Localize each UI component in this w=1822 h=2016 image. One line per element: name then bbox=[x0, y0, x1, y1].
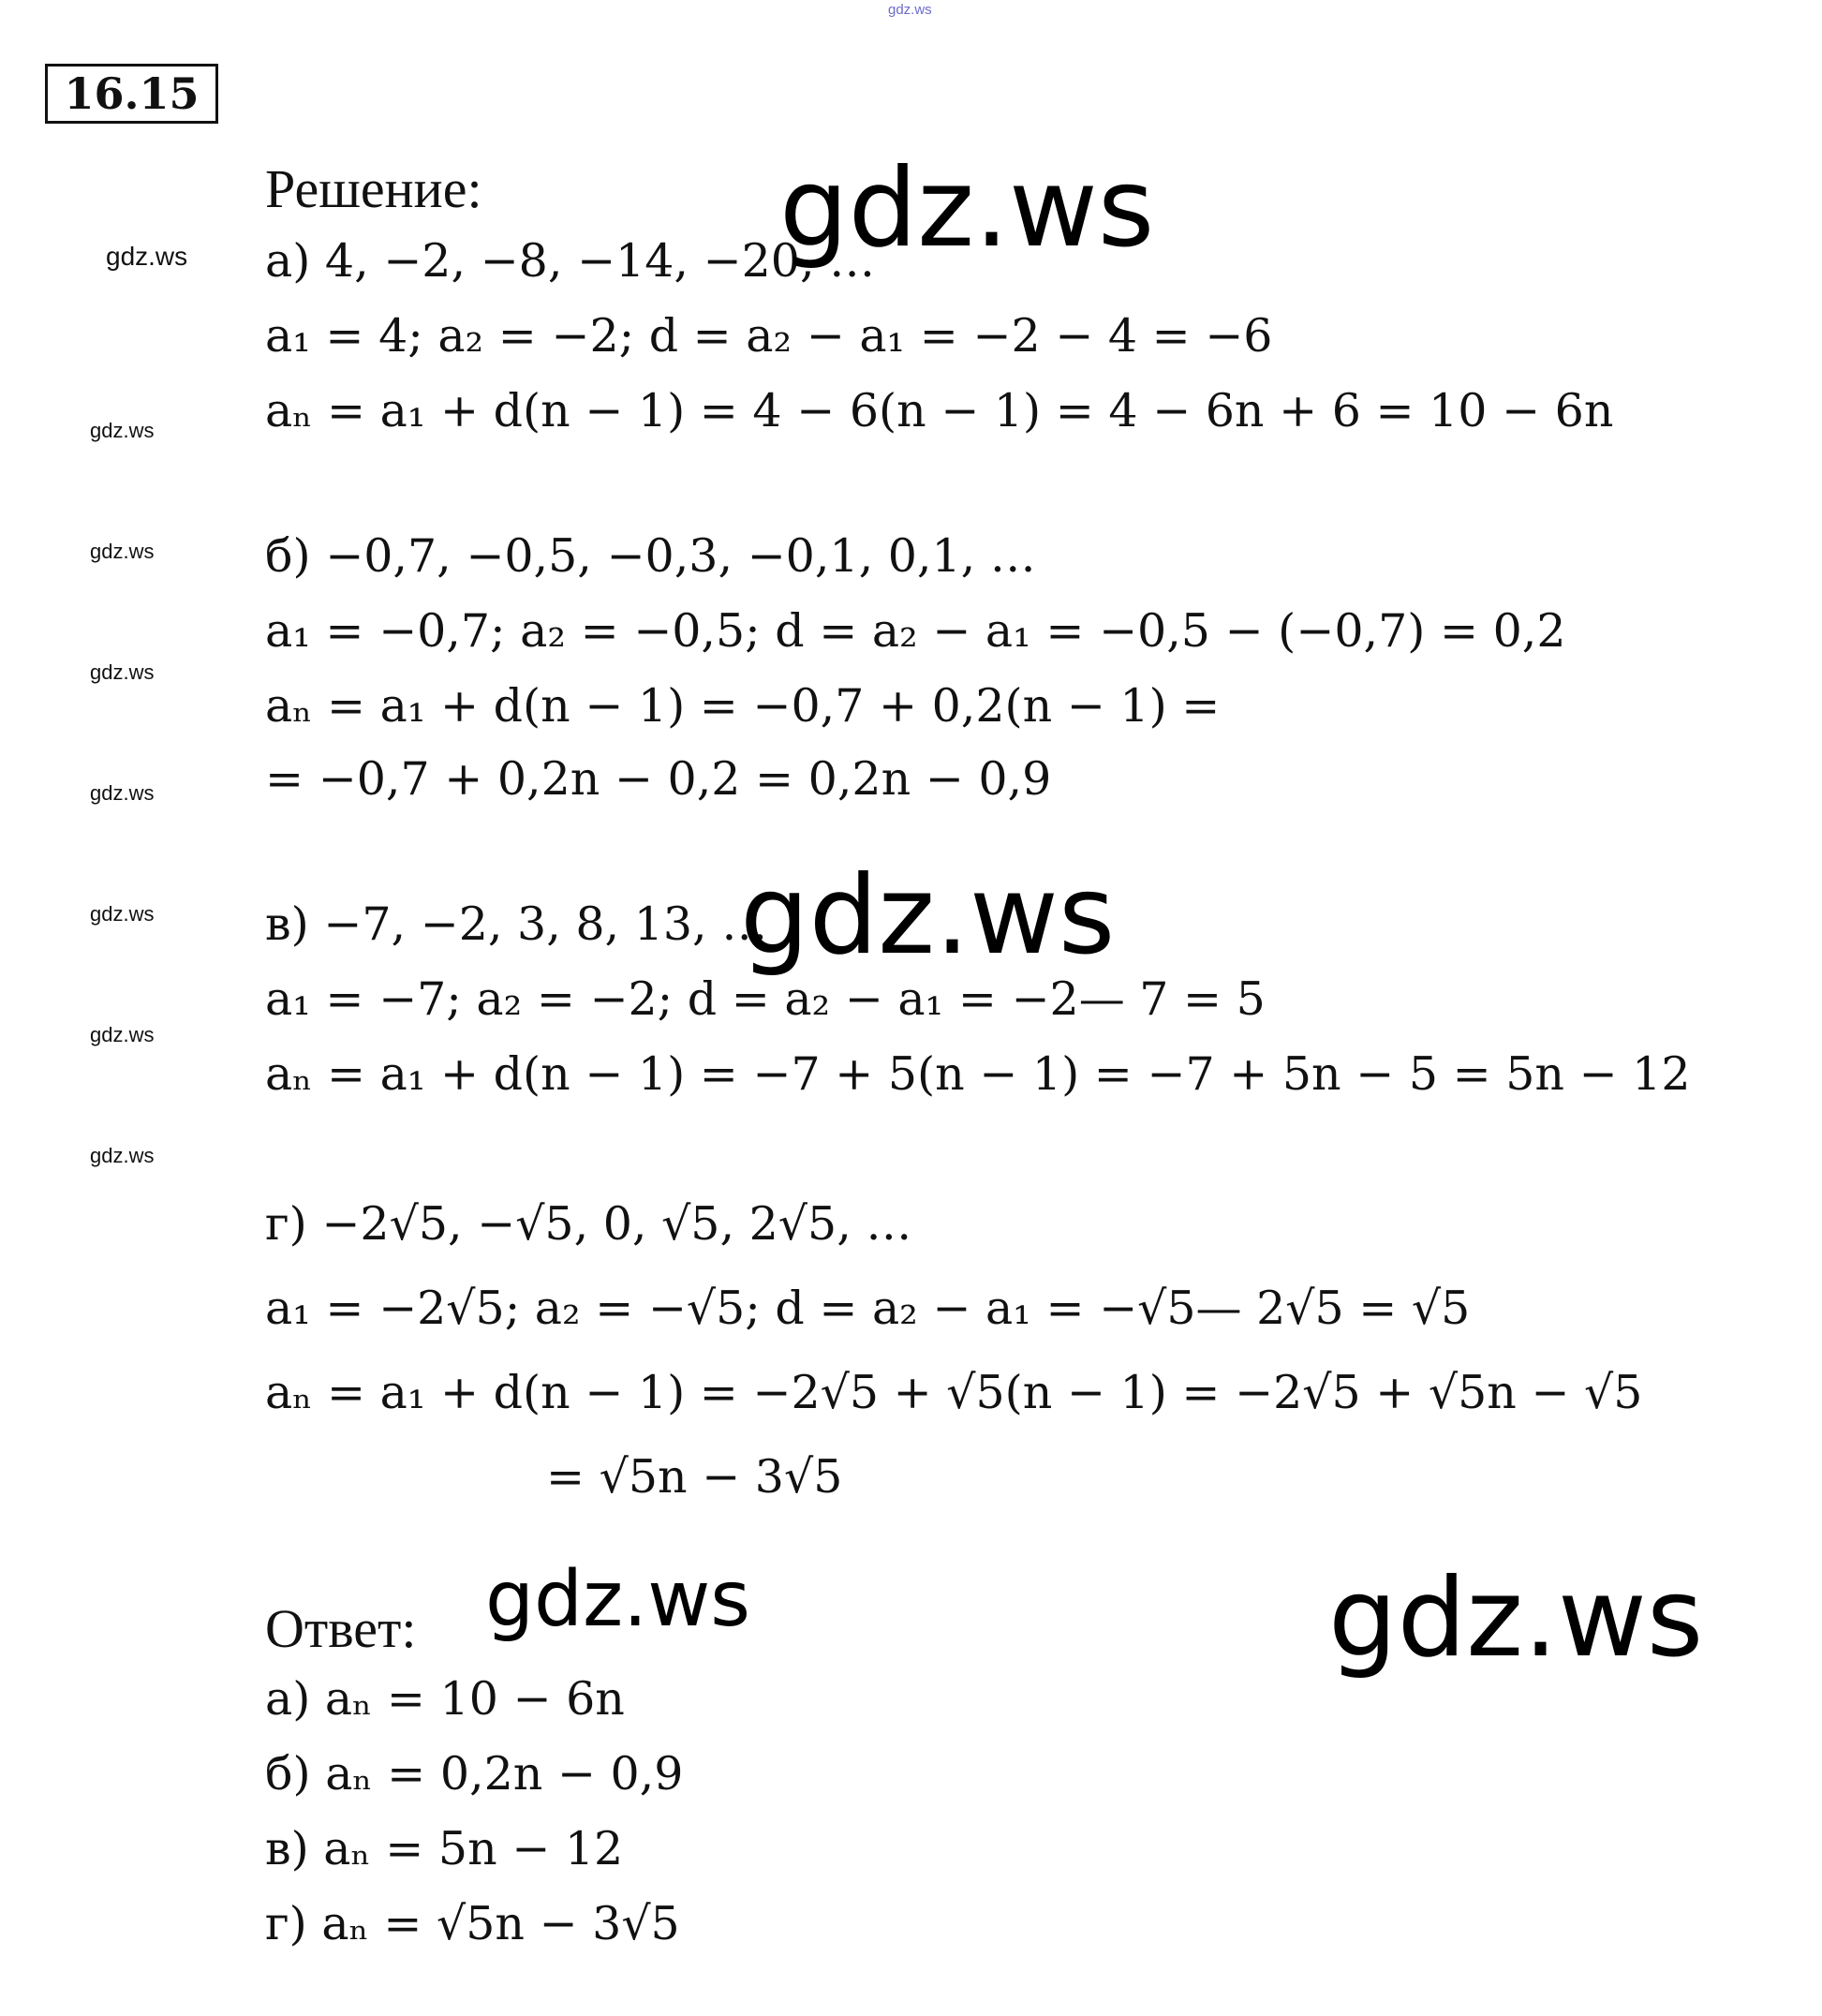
watermark-large: gdz.ws bbox=[779, 145, 1155, 272]
part-b-line-2: aₙ = a₁ + d(n − 1) = −0,7 + 0,2(n − 1) = bbox=[265, 679, 1221, 733]
watermark-small: gdz.ws bbox=[90, 540, 155, 563]
header-watermark: gdz.ws bbox=[888, 2, 932, 18]
watermark-medium: gdz.ws bbox=[485, 1555, 750, 1644]
part-g-sequence: г) −2√5, −√5, 0, √5, 2√5, … bbox=[265, 1197, 912, 1251]
watermark-small: gdz.ws bbox=[106, 242, 188, 271]
answer-g: г) aₙ = √5n − 3√5 bbox=[265, 1897, 680, 1950]
answer-heading: Ответ: bbox=[265, 1598, 417, 1659]
part-a-sequence: а) 4, −2, −8, −14, −20, … bbox=[265, 234, 876, 288]
watermark-small: gdz.ws bbox=[90, 781, 155, 805]
part-v-line-1: a₁ = −7; a₂ = −2; d = a₂ − a₁ = −2— 7 = 5 bbox=[265, 972, 1266, 1026]
part-a-line-2: aₙ = a₁ + d(n − 1) = 4 − 6(n − 1) = 4 − 6n + 6 = 10 − 6n bbox=[265, 384, 1614, 437]
watermark-small: gdz.ws bbox=[90, 902, 155, 926]
part-a-line-1: a₁ = 4; a₂ = −2; d = a₂ − a₁ = −2 − 4 = −6 bbox=[265, 309, 1273, 363]
part-b-line-1: a₁ = −0,7; a₂ = −0,5; d = a₂ − a₁ = −0,5 − (−0,7) = 0,2 bbox=[265, 604, 1566, 658]
answer-v: в) aₙ = 5n − 12 bbox=[265, 1822, 624, 1875]
part-v-line-2: aₙ = a₁ + d(n − 1) = −7 + 5(n − 1) = −7 + 5n − 5 = 5n − 12 bbox=[265, 1047, 1691, 1101]
watermark-small: gdz.ws bbox=[90, 1144, 155, 1167]
answer-b: б) aₙ = 0,2n − 0,9 bbox=[265, 1747, 684, 1801]
part-g-line-1: a₁ = −2√5; a₂ = −√5; d = a₂ − a₁ = −√5— 2√5 = √5 bbox=[265, 1282, 1471, 1335]
part-b-line-3: = −0,7 + 0,2n − 0,2 = 0,2n − 0,9 bbox=[265, 752, 1052, 806]
problem-number: 16.15 bbox=[45, 64, 218, 124]
part-b-sequence: б) −0,7, −0,5, −0,3, −0,1, 0,1, … bbox=[265, 529, 1036, 583]
watermark-small: gdz.ws bbox=[90, 1023, 155, 1046]
watermark-large: gdz.ws bbox=[1328, 1555, 1704, 1682]
part-v-sequence: в) −7, −2, 3, 8, 13, … bbox=[265, 897, 768, 951]
part-g-line-2: aₙ = a₁ + d(n − 1) = −2√5 + √5(n − 1) = −2√5 + √5n − √5 bbox=[265, 1366, 1643, 1419]
watermark-large: gdz.ws bbox=[740, 852, 1116, 979]
answer-a: а) aₙ = 10 − 6n bbox=[265, 1672, 625, 1726]
watermark-small: gdz.ws bbox=[90, 419, 155, 442]
watermark-small: gdz.ws bbox=[90, 660, 155, 684]
part-g-line-3: = √5n − 3√5 bbox=[546, 1450, 843, 1504]
solution-heading: Решение: bbox=[265, 158, 482, 219]
